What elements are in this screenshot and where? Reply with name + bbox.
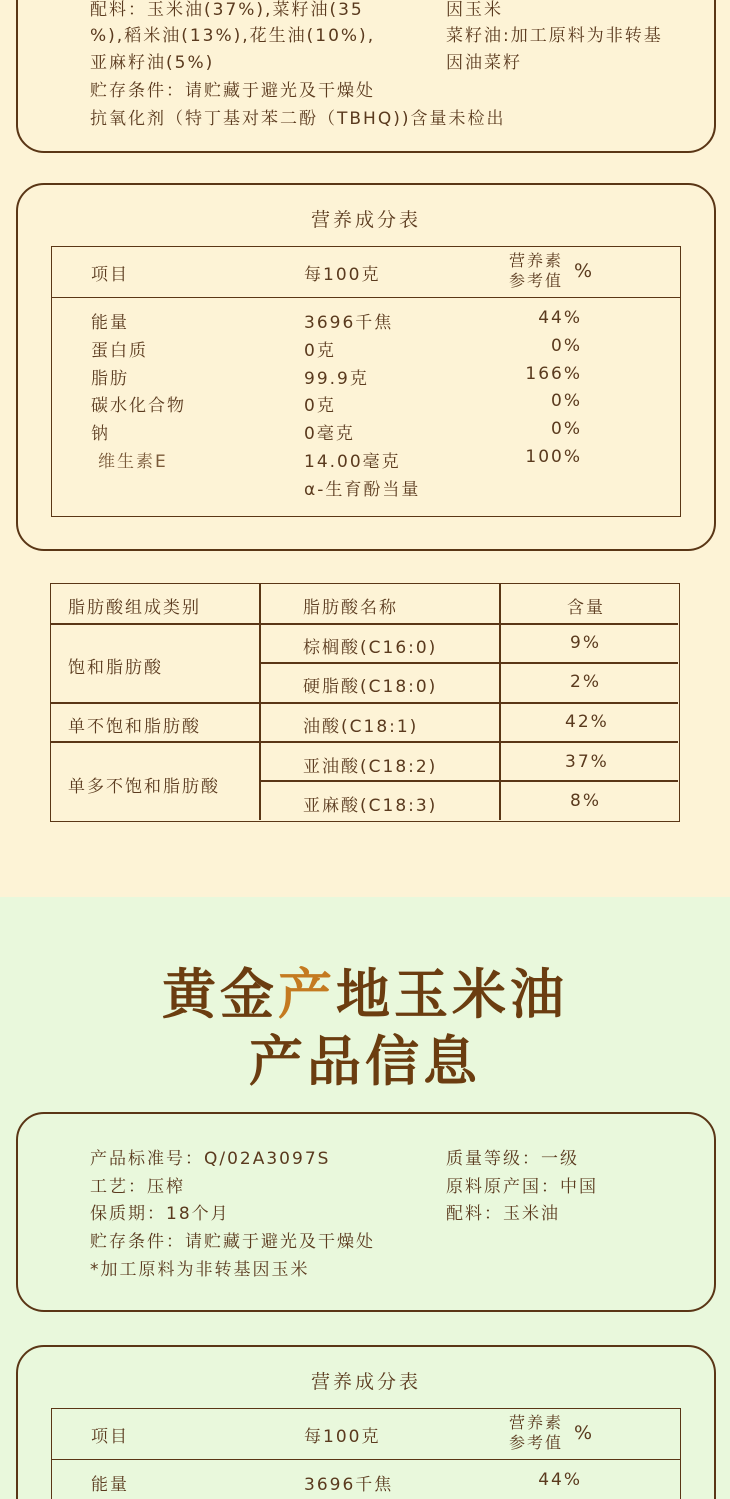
row-protein-item: 蛋白质 bbox=[91, 341, 148, 361]
header-item-2: 项目 bbox=[91, 1427, 129, 1447]
row-carb-item: 碳水化合物 bbox=[91, 396, 186, 416]
header-divider bbox=[52, 297, 680, 298]
header-ref-line2: 参考值 bbox=[509, 271, 564, 290]
ingredients-note-2: 菜籽油:加工原料为非转基 bbox=[446, 26, 663, 46]
nutrition-title-2: 营养成分表 bbox=[310, 1371, 421, 1393]
vitamin-e-note: α-生育酚当量 bbox=[304, 480, 421, 500]
content-linolenic: 8% bbox=[570, 791, 601, 811]
fatty-group-divider-2 bbox=[51, 741, 678, 743]
shelf-life: 保质期：18个月 bbox=[90, 1204, 230, 1224]
content-palmitic: 9% bbox=[570, 633, 601, 653]
row-sodium-value: 0毫克 bbox=[304, 424, 355, 444]
fatty-header-content: 含量 bbox=[567, 598, 605, 618]
name-palmitic: 棕榈酸(C16:0) bbox=[303, 638, 438, 658]
bottom-section bbox=[0, 897, 730, 1499]
row-vitamin-e-pct: 100% bbox=[525, 447, 582, 467]
row-energy-item-2: 能量 bbox=[91, 1475, 129, 1495]
header-ref-line2-2: 参考值 bbox=[509, 1433, 564, 1452]
heading-line-1 bbox=[0, 952, 730, 1029]
header-per100-2: 每100克 bbox=[304, 1427, 381, 1447]
row-carb-pct: 0% bbox=[551, 391, 582, 411]
ingredients-line-3: 亚麻籽油(5%) bbox=[90, 53, 215, 73]
row-vitamin-e-item: 维生素E bbox=[98, 452, 168, 472]
antioxidant-line: 抗氧化剂（特丁基对苯二酚（TBHQ))含量未检出 bbox=[90, 109, 506, 129]
header-divider-2 bbox=[52, 1459, 680, 1460]
category-saturated: 饱和脂肪酸 bbox=[68, 658, 163, 678]
storage-line: 贮存条件：请贮藏于避光及干燥处 bbox=[90, 81, 375, 101]
content-linoleic: 37% bbox=[565, 752, 609, 772]
row-vitamin-e-value: 14.00毫克 bbox=[304, 452, 401, 472]
fatty-group-divider-1 bbox=[51, 702, 678, 704]
category-mono: 单不饱和脂肪酸 bbox=[68, 717, 201, 737]
fatty-acid-table bbox=[50, 583, 680, 822]
row-energy-pct-2: 44% bbox=[538, 1470, 582, 1490]
category-poly: 单多不饱和脂肪酸 bbox=[68, 777, 220, 797]
row-energy-value-2: 3696千焦 bbox=[304, 1475, 394, 1495]
ingredients-note-1: 因玉米 bbox=[446, 0, 503, 20]
quality-grade: 质量等级：一级 bbox=[446, 1149, 579, 1169]
row-fat-item: 脂肪 bbox=[91, 369, 129, 389]
row-protein-pct: 0% bbox=[551, 336, 582, 356]
ingredients-card bbox=[16, 0, 716, 153]
content-oleic: 42% bbox=[565, 712, 609, 732]
ingredients-line-1: 配料：玉米油(37%),菜籽油(35 bbox=[90, 0, 364, 20]
non-gmo-note: *加工原料为非转基因玉米 bbox=[90, 1260, 310, 1280]
heading-line-2: 产品信息 bbox=[249, 1029, 481, 1093]
ingredients-note-3: 因油菜籽 bbox=[446, 53, 522, 73]
row-energy-value: 3696千焦 bbox=[304, 313, 394, 333]
ingredients: 配料：玉米油 bbox=[446, 1204, 560, 1224]
fatty-sub-divider-1 bbox=[259, 662, 678, 664]
heading-part-2: 地玉米油 bbox=[336, 962, 568, 1026]
name-oleic: 油酸(C18:1) bbox=[303, 717, 419, 737]
row-sodium-pct: 0% bbox=[551, 419, 582, 439]
row-protein-value: 0克 bbox=[304, 341, 336, 361]
ingredients-line-2: %),稻米油(13%),花生油(10%), bbox=[90, 26, 376, 46]
row-energy-item: 能量 bbox=[91, 313, 129, 333]
nutrition-table bbox=[51, 246, 681, 517]
nutrition-card-2 bbox=[16, 1345, 716, 1499]
heading-part-1: 黄金 bbox=[162, 962, 278, 1026]
name-stearic: 硬脂酸(C18:0) bbox=[303, 677, 438, 697]
standard-no: 产品标准号：Q/02A3097S bbox=[90, 1149, 331, 1169]
row-fat-value: 99.9克 bbox=[304, 369, 369, 389]
fatty-header-divider bbox=[51, 623, 678, 625]
name-linoleic: 亚油酸(C18:2) bbox=[303, 757, 438, 777]
row-fat-pct: 166% bbox=[525, 364, 582, 384]
fatty-sub-divider-2 bbox=[259, 780, 678, 782]
nutrition-table-2 bbox=[51, 1408, 681, 1499]
header-ref-line1-2: 营养素 bbox=[509, 1413, 564, 1432]
process: 工艺：压榨 bbox=[90, 1177, 185, 1197]
name-linolenic: 亚麻酸(C18:3) bbox=[303, 796, 438, 816]
header-ref-pct-2: % bbox=[574, 1422, 593, 1444]
content-stearic: 2% bbox=[570, 672, 601, 692]
origin-country: 原料原产国：中国 bbox=[446, 1177, 598, 1197]
row-carb-value: 0克 bbox=[304, 396, 336, 416]
header-per100: 每100克 bbox=[304, 265, 381, 285]
header-ref-line1: 营养素 bbox=[509, 251, 564, 270]
nutrition-title: 营养成分表 bbox=[310, 209, 421, 231]
header-item: 项目 bbox=[91, 265, 129, 285]
storage: 贮存条件：请贮藏于避光及干燥处 bbox=[90, 1232, 375, 1252]
nutrition-card bbox=[16, 183, 716, 551]
fatty-header-category: 脂肪酸组成类别 bbox=[68, 598, 201, 618]
heading-highlight: 产 bbox=[278, 962, 336, 1026]
fatty-header-name: 脂肪酸名称 bbox=[303, 598, 398, 618]
row-sodium-item: 钠 bbox=[91, 424, 110, 444]
row-energy-pct: 44% bbox=[538, 308, 582, 328]
header-ref-pct: % bbox=[574, 260, 593, 282]
